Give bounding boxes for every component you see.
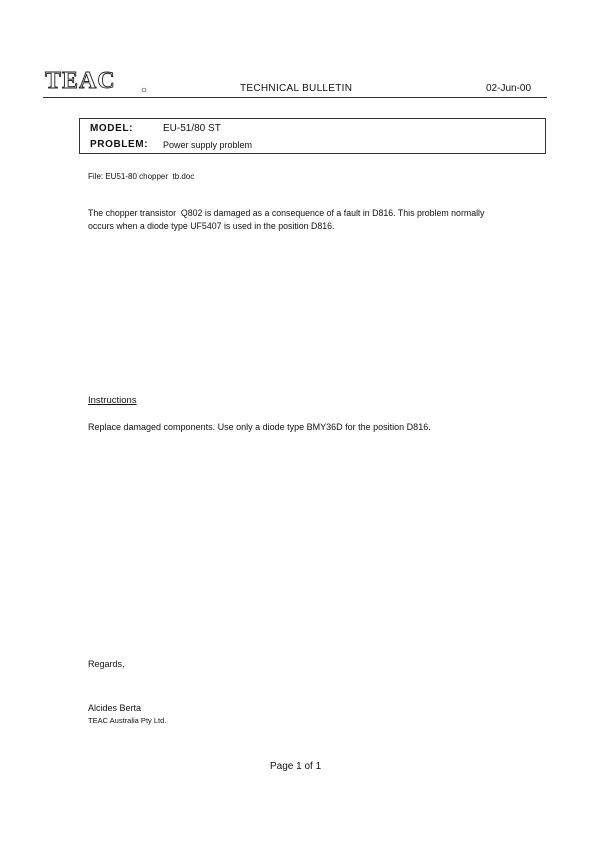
- problem-description: [88, 207, 538, 233]
- description-line-1: The chopper transistor Q802 is damaged as a consequence of a fault in D816. This problem normally: [88, 208, 485, 218]
- bulletin-title: TECHNICAL BULLETIN: [240, 83, 353, 94]
- file-reference: File: EU51-80 chopper tb.doc: [88, 172, 195, 181]
- company-name: TEAC Australia Pty Ltd.: [88, 716, 167, 725]
- signer-name: Alcides Berta: [88, 703, 142, 713]
- svg-text:TEAC: TEAC: [45, 68, 116, 94]
- description-line-2: occurs when a diode type UF5407 is used in the position D816.: [88, 221, 335, 231]
- header-divider: [43, 97, 547, 98]
- model-value: EU-51/80 ST: [163, 123, 221, 134]
- model-problem-box: [79, 118, 546, 154]
- problem-value: Power supply problem: [163, 140, 253, 150]
- bulletin-date: 02-Jun-00: [486, 83, 532, 94]
- model-label: MODEL:: [90, 123, 134, 134]
- teac-logo: [43, 68, 147, 94]
- problem-label: PROBLEM:: [90, 139, 149, 150]
- regards: Regards,: [88, 659, 125, 669]
- page-number: Page 1 of 1: [270, 761, 322, 772]
- instructions-heading: Instructions: [88, 395, 137, 406]
- instructions-text: Replace damaged components. Use only a diode type BMY36D for the position D816.: [88, 422, 431, 432]
